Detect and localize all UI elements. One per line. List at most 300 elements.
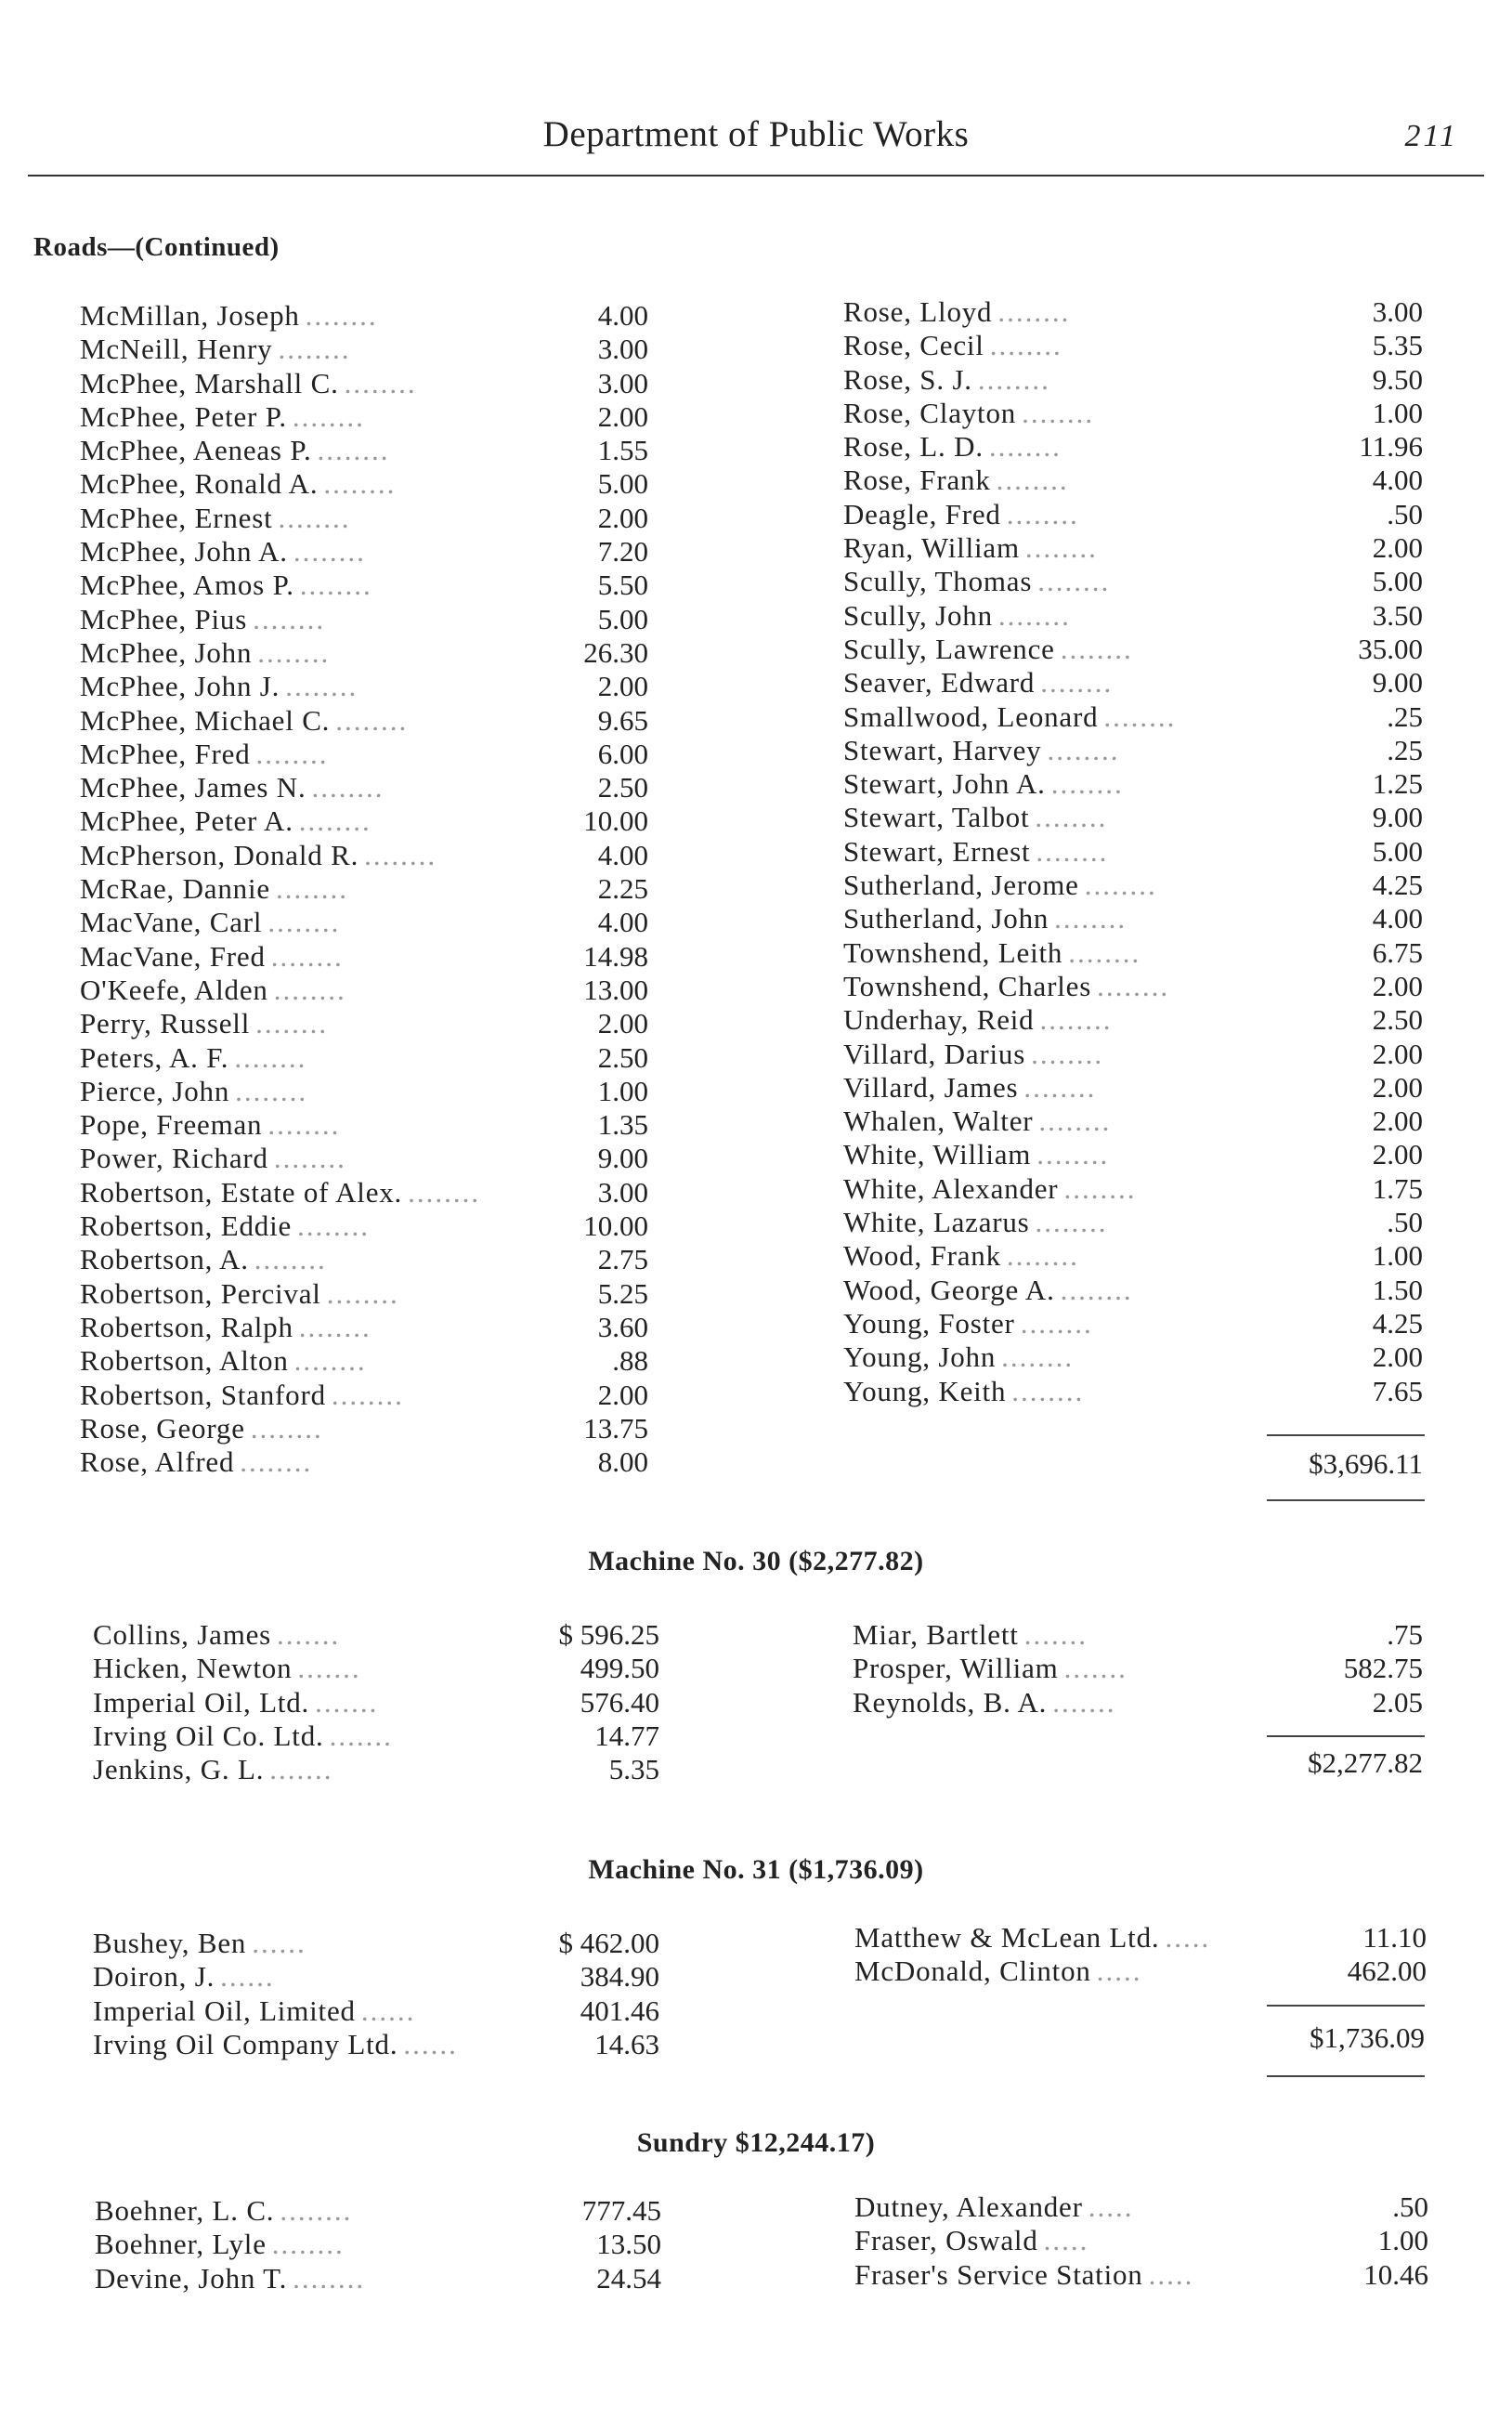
ledger-row	[854, 2190, 1428, 2224]
payee-name	[80, 535, 366, 569]
payee-name	[80, 1007, 328, 1040]
payee-name-text: Hicken, Newton	[93, 1652, 293, 1685]
payment-amount: 2.00	[1372, 1037, 1423, 1070]
payment-amount: 1.55	[597, 434, 648, 467]
leader-dots: .....	[1043, 2224, 1089, 2257]
ledger-row	[854, 1955, 1427, 1988]
payee-name-text: Boehner, Lyle	[95, 2228, 267, 2261]
ledger-row	[80, 434, 648, 467]
leader-dots: .....	[1096, 1955, 1142, 1988]
payee-name	[93, 1618, 340, 1652]
payment-amount: 576.40	[580, 1685, 659, 1719]
payment-amount: 3.00	[1372, 295, 1423, 328]
leader-dots: ........	[235, 1074, 308, 1107]
leader-dots: ........	[278, 501, 351, 534]
ledger-row	[843, 1071, 1423, 1105]
payee-name	[95, 2194, 352, 2228]
ledger-row	[80, 467, 648, 501]
leader-dots: ........	[323, 467, 397, 501]
payee-name-text: MacVane, Fred	[80, 939, 266, 973]
payment-amount: 10.46	[1363, 2257, 1428, 2291]
payment-amount: .25	[1387, 700, 1423, 733]
payee-name	[80, 738, 329, 771]
leader-dots: ........	[1060, 1273, 1133, 1306]
payment-amount: 462.00	[1347, 1955, 1427, 1988]
ledger-row	[853, 1686, 1423, 1719]
leader-dots: .......	[1023, 1618, 1088, 1651]
leader-dots: .....	[1165, 1921, 1211, 1954]
payee-name-text: McNeill, Henry	[80, 333, 273, 366]
payee-name-text: White, Alexander	[843, 1171, 1059, 1205]
roads-total-rule-top	[1267, 1434, 1425, 1436]
payee-name	[80, 974, 346, 1007]
payment-amount: 1.00	[1372, 1239, 1423, 1273]
payee-name-text: Whalen, Walter	[843, 1105, 1034, 1138]
payee-name-text: McPhee, James N.	[80, 771, 306, 804]
payee-name-text: White, William	[843, 1138, 1032, 1171]
payee-name	[843, 902, 1127, 935]
payment-amount: 11.96	[1359, 430, 1423, 464]
payee-name	[843, 430, 1062, 464]
payment-amount: .50	[1387, 497, 1423, 530]
leader-dots: ........	[1001, 1340, 1075, 1374]
leader-dots: ........	[1037, 565, 1111, 598]
payee-name	[80, 1142, 346, 1175]
leader-dots: ........	[1054, 902, 1127, 935]
payee-name-text: McPhee, Amos P.	[80, 569, 294, 602]
payment-amount: 2.00	[597, 501, 648, 534]
ledger-row	[93, 2028, 659, 2061]
leader-dots: ........	[270, 939, 344, 973]
leader-dots: ........	[293, 1344, 367, 1378]
payee-name	[843, 1375, 1084, 1408]
payment-amount: 14.77	[594, 1719, 659, 1752]
payment-amount: 14.98	[583, 939, 648, 973]
payee-name	[843, 1105, 1111, 1138]
payment-amount: .50	[1387, 1206, 1423, 1239]
leader-dots: ........	[299, 569, 372, 602]
payment-amount: 1.00	[597, 1074, 648, 1107]
leader-dots: ........	[257, 635, 331, 669]
payee-name	[843, 666, 1113, 700]
ledger-row	[843, 1375, 1423, 1408]
payee-name-text: Rose, George	[80, 1411, 245, 1445]
ledger-row	[80, 804, 648, 838]
payee-name-text: Bushey, Ben	[93, 1927, 247, 1959]
leader-dots: ........	[293, 535, 366, 569]
leader-dots: .......	[329, 1719, 393, 1752]
leader-dots: ........	[989, 329, 1062, 362]
payee-name	[843, 1172, 1136, 1206]
payee-name-text: Stewart, Talbot	[843, 801, 1030, 834]
ledger-row	[843, 498, 1423, 531]
ledger-row	[80, 1210, 648, 1243]
payee-name	[93, 1994, 415, 2028]
payment-amount: 1.00	[1372, 396, 1423, 429]
payment-amount: 5.35	[1372, 329, 1423, 362]
payee-name-text: McMillan, Joseph	[80, 299, 300, 332]
ledger-row	[80, 535, 648, 569]
payee-name-text: Underhay, Reid	[843, 1003, 1035, 1037]
payment-amount: 3.00	[597, 333, 648, 366]
payment-amount: 9.00	[1372, 801, 1423, 834]
payee-name	[80, 1108, 340, 1142]
leader-dots: .......	[1052, 1685, 1116, 1719]
payee-name	[80, 1412, 323, 1445]
machine-31-total-rule-bottom	[1267, 2075, 1425, 2077]
leader-dots: ......	[360, 1994, 416, 2027]
ledger-row	[93, 1927, 659, 1960]
leader-dots: ........	[267, 906, 341, 939]
ledger-row	[80, 1108, 648, 1142]
leader-dots: .......	[269, 1753, 333, 1786]
payee-name-text: Robertson, Alton	[80, 1344, 289, 1378]
payee-name	[843, 397, 1094, 430]
payee-name	[843, 1003, 1112, 1037]
payee-name	[80, 1311, 371, 1344]
ledger-row	[80, 1176, 648, 1210]
payment-amount: 2.00	[1372, 1070, 1423, 1104]
payment-amount: 2.00	[597, 670, 648, 703]
leader-dots: ........	[326, 1276, 399, 1310]
header-divider	[28, 175, 1484, 177]
payment-amount: 9.00	[1372, 666, 1423, 700]
payment-amount: 14.63	[594, 2027, 659, 2060]
payee-name	[853, 1618, 1088, 1652]
payment-amount: 2.00	[597, 399, 648, 433]
roads-right-column	[843, 295, 1423, 1408]
payee-name	[843, 1239, 1079, 1273]
payee-name	[843, 869, 1157, 902]
payee-name-text: Deagle, Fred	[843, 497, 1001, 530]
payee-name	[93, 1652, 361, 1685]
payee-name-text: Young, John	[843, 1340, 997, 1374]
ledger-row	[843, 599, 1423, 633]
sundry-left-column	[95, 2194, 661, 2295]
ledger-row	[80, 670, 648, 703]
payee-name-text: McRae, Dannie	[80, 872, 270, 906]
payee-name	[80, 670, 358, 703]
leader-dots: ........	[1006, 1239, 1079, 1273]
payee-name	[843, 329, 1062, 362]
payment-amount: 9.65	[597, 703, 648, 737]
payee-name	[843, 363, 1050, 397]
ledger-row	[80, 603, 648, 636]
payee-name	[95, 2262, 365, 2295]
leader-dots: ........	[1036, 1138, 1110, 1171]
leader-dots: ........	[1047, 733, 1120, 766]
ledger-row	[843, 1172, 1423, 1206]
payment-amount: .88	[612, 1344, 648, 1378]
leader-dots: ........	[1031, 1037, 1104, 1070]
payee-name-text: Jenkins, G. L.	[93, 1753, 265, 1786]
payee-name	[843, 531, 1098, 565]
ledger-row	[843, 363, 1423, 397]
ledger-row	[843, 633, 1423, 666]
payee-name-text: Robertson, Percival	[80, 1276, 321, 1310]
payee-name-text: Wood, George A.	[843, 1273, 1055, 1306]
payment-amount: 6.75	[1372, 935, 1423, 969]
leader-dots: .......	[297, 1652, 361, 1685]
payment-amount: 5.35	[608, 1753, 659, 1786]
leader-dots: ........	[997, 295, 1071, 328]
page-number: 211	[1404, 119, 1458, 153]
leader-dots: ........	[1024, 531, 1098, 565]
leader-dots: ........	[255, 737, 329, 770]
leader-dots: ........	[255, 1007, 329, 1040]
payment-amount: 2.25	[597, 872, 648, 906]
ledger-row	[843, 1307, 1423, 1340]
payee-name-text: McPhee, Fred	[80, 737, 251, 770]
payment-amount: 3.50	[1372, 598, 1423, 632]
leader-dots: ........	[1022, 396, 1095, 429]
payee-name-text: Rose, S. J.	[843, 362, 972, 396]
payee-name-text: Robertson, Eddie	[80, 1210, 293, 1243]
payee-name-text: McPhee, Marshall C.	[80, 366, 339, 399]
payment-amount: 9.00	[597, 1142, 648, 1175]
payee-name-text: McPhee, Michael C.	[80, 703, 331, 737]
payee-name	[854, 2224, 1088, 2257]
leader-dots: ........	[1011, 1374, 1085, 1407]
ledger-row	[843, 869, 1423, 902]
payee-name-text: Power, Richard	[80, 1142, 268, 1175]
ledger-row	[854, 2258, 1428, 2292]
ledger-row	[843, 700, 1423, 734]
payee-name-text: MacVane, Carl	[80, 906, 263, 939]
payment-amount: 26.30	[583, 635, 648, 669]
payment-amount: 2.75	[597, 1243, 648, 1276]
leader-dots: ........	[1035, 1206, 1108, 1239]
payment-amount: 1.25	[1372, 767, 1423, 801]
payee-name	[80, 636, 330, 670]
payee-name	[80, 603, 325, 636]
payee-name	[93, 1753, 333, 1786]
ledger-row	[80, 333, 648, 366]
ledger-row	[843, 1138, 1423, 1171]
leader-dots: ........	[1006, 497, 1079, 530]
payment-amount: 5.00	[597, 602, 648, 635]
payee-name	[843, 1340, 1074, 1374]
payee-name-text: Wood, Frank	[843, 1239, 1001, 1273]
payment-amount: 8.00	[597, 1445, 648, 1479]
leader-dots: ........	[1038, 1105, 1112, 1138]
ledger-row	[80, 872, 648, 906]
payee-name	[843, 1274, 1133, 1307]
ledger-row	[80, 1277, 648, 1311]
payment-amount: 13.50	[596, 2228, 661, 2261]
page-header-title: Department of Public Works	[542, 114, 970, 154]
ledger-row	[93, 1960, 659, 1994]
leader-dots: .......	[277, 1618, 341, 1651]
payment-amount: 4.00	[597, 838, 648, 871]
payee-name-text: Dutney, Alexander	[854, 2190, 1083, 2223]
leader-dots: ........	[317, 434, 390, 467]
leader-dots: ........	[331, 1378, 404, 1411]
ledger-row	[93, 1994, 659, 2028]
leader-dots: ........	[298, 1310, 371, 1343]
ledger-row	[843, 464, 1423, 497]
machine-30-total: $2,277.82	[1308, 1746, 1423, 1779]
ledger-row	[843, 397, 1423, 430]
roads-left-column	[80, 299, 648, 1479]
leader-dots: ........	[1060, 632, 1133, 665]
payment-amount: 6.00	[597, 737, 648, 770]
ledger-row	[80, 1311, 648, 1344]
ledger-row	[80, 299, 648, 333]
payee-name	[80, 940, 344, 974]
payee-name-text: Fraser's Service Station	[854, 2257, 1143, 2291]
payee-name-text: McPhee, John A.	[80, 535, 288, 569]
ledger-row	[80, 569, 648, 602]
payment-amount: 2.50	[1372, 1003, 1423, 1037]
payment-amount: 384.90	[580, 1960, 659, 1994]
payee-name	[80, 1379, 404, 1412]
payee-name	[95, 2228, 345, 2261]
ledger-row	[80, 1142, 648, 1175]
payee-name-text: Doiron, J.	[93, 1960, 215, 1994]
leader-dots: ........	[408, 1175, 481, 1209]
payee-name	[80, 367, 417, 400]
payee-name	[843, 498, 1079, 531]
payee-name-text: Villard, James	[843, 1070, 1019, 1104]
leader-dots: ........	[1097, 969, 1170, 1002]
payment-amount: 7.65	[1372, 1374, 1423, 1407]
payee-name-text: McPhee, Aeneas P.	[80, 434, 312, 467]
leader-dots: ........	[1036, 834, 1109, 868]
payment-amount: 9.50	[1372, 362, 1423, 396]
ledger-row	[843, 936, 1423, 970]
leader-dots: ........	[1039, 1003, 1113, 1037]
payee-name-text: Matthew & McLean Ltd.	[854, 1921, 1160, 1954]
payee-name	[80, 1243, 327, 1276]
leader-dots: ........	[278, 333, 351, 366]
machine-31-total: $1,736.09	[1310, 2021, 1425, 2054]
payee-name-text: Rose, Frank	[843, 464, 991, 497]
leader-dots: ........	[1023, 1070, 1097, 1104]
payment-amount: 2.00	[1372, 1105, 1423, 1138]
payee-name	[80, 804, 371, 838]
payee-name-text: McPhee, Ernest	[80, 501, 273, 534]
payee-name	[80, 299, 378, 333]
payee-name-text: Robertson, Stanford	[80, 1378, 326, 1411]
leader-dots: ........	[273, 973, 346, 1006]
payee-name	[80, 1041, 306, 1075]
payee-name-text: McPhee, Peter A.	[80, 804, 293, 838]
payee-name-text: McPhee, Pius	[80, 602, 248, 635]
payee-name-text: Scully, Thomas	[843, 565, 1033, 598]
leader-dots: ........	[240, 1445, 313, 1479]
leader-dots: ........	[273, 1142, 346, 1175]
ledger-row	[80, 738, 648, 771]
leader-dots: ........	[267, 1108, 341, 1142]
sundry-heading: Sundry $12,244.17)	[636, 2127, 876, 2158]
ledger-row	[80, 771, 648, 804]
leader-dots: ........	[1040, 666, 1114, 700]
payee-name-text: Prosper, William	[853, 1652, 1059, 1685]
ledger-row	[80, 1007, 648, 1040]
ledger-row	[843, 430, 1423, 464]
ledger-row	[80, 1412, 648, 1445]
payee-name-text: Seaver, Edward	[843, 666, 1036, 700]
payment-amount: 4.00	[597, 299, 648, 332]
payment-amount: $ 596.25	[558, 1618, 659, 1651]
payee-name	[854, 1921, 1210, 1955]
ledger-row	[95, 2228, 661, 2261]
payee-name	[843, 936, 1141, 970]
ledger-row	[95, 2262, 661, 2295]
payee-name-text: Smallwood, Leonard	[843, 700, 1099, 733]
leader-dots: ........	[1103, 700, 1177, 733]
ledger-row	[843, 1274, 1423, 1307]
leader-dots: ........	[1084, 869, 1157, 902]
payee-name	[80, 1445, 312, 1479]
ledger-row	[93, 1753, 659, 1786]
payee-name-text: Devine, John T.	[95, 2261, 288, 2295]
ledger-row	[80, 974, 648, 1007]
payee-name	[854, 2190, 1134, 2224]
leader-dots: ........	[292, 399, 365, 433]
payee-name	[93, 1719, 393, 1753]
leader-dots: .....	[1088, 2190, 1134, 2223]
payment-amount: 3.00	[597, 1175, 648, 1209]
ledger-row	[80, 1445, 648, 1479]
leader-dots: ........	[335, 703, 409, 737]
payee-name-text: Rose, L. D.	[843, 430, 984, 464]
machine-30-heading: Machine No. 30 ($2,277.82)	[588, 1546, 924, 1576]
payment-amount: .75	[1387, 1618, 1423, 1651]
ledger-row	[80, 704, 648, 738]
payment-amount: 10.00	[583, 804, 648, 838]
payment-amount: 4.25	[1372, 869, 1423, 902]
ledger-row	[80, 839, 648, 872]
ledger-row	[843, 666, 1423, 700]
payment-amount: 4.25	[1372, 1306, 1423, 1340]
payee-name-text: Irving Oil Company Ltd.	[93, 2027, 398, 2060]
ledger-row	[843, 1105, 1423, 1138]
ledger-row	[843, 1038, 1423, 1071]
payee-name	[843, 767, 1124, 801]
payee-name-text: Robertson, Estate of Alex.	[80, 1175, 403, 1209]
payee-name	[80, 502, 350, 535]
payee-name	[843, 1206, 1108, 1239]
leader-dots: .....	[1148, 2257, 1194, 2291]
ledger-row	[95, 2194, 661, 2228]
payee-name-text: Stewart, John A.	[843, 767, 1046, 801]
payment-amount: 1.00	[1377, 2224, 1428, 2257]
payee-name-text: Boehner, L. C.	[95, 2194, 275, 2227]
ledger-row	[80, 1075, 648, 1108]
leader-dots: ........	[344, 366, 417, 399]
payee-name-text: McPhee, John J.	[80, 670, 280, 703]
payee-name-text: McPhee, John	[80, 635, 253, 669]
payee-name-text: Irving Oil Co. Ltd.	[93, 1719, 324, 1752]
payee-name	[843, 295, 1070, 329]
payment-amount: 1.35	[597, 1108, 648, 1142]
payee-name	[843, 599, 1071, 633]
leader-dots: ........	[1068, 935, 1141, 969]
payment-amount: 5.00	[597, 467, 648, 501]
leader-dots: ........	[1035, 801, 1108, 834]
ledger-row	[854, 1921, 1427, 1955]
payee-name-text: McPherson, Donald R.	[80, 838, 359, 871]
payee-name-text: McPhee, Ronald A.	[80, 467, 319, 501]
payee-name	[843, 1307, 1093, 1340]
payee-name-text: Scully, John	[843, 598, 993, 632]
leader-dots: ......	[220, 1960, 275, 1994]
leader-dots: ........	[280, 2194, 353, 2227]
payee-name	[843, 700, 1176, 734]
ledger-row	[80, 636, 648, 670]
